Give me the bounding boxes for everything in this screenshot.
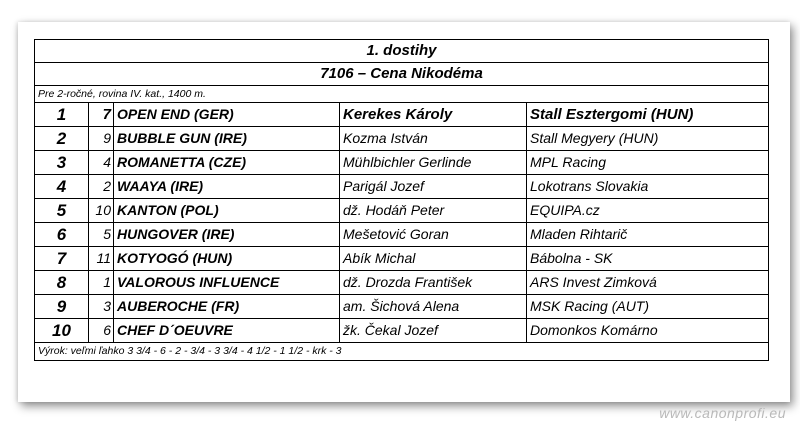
placing: 9 xyxy=(35,295,89,318)
table-row xyxy=(35,319,768,343)
owner-name: Domonkos Komárno xyxy=(530,322,658,338)
owner-name: MPL Racing xyxy=(530,154,607,170)
placing: 1 xyxy=(35,103,89,126)
owner-name: Bábolna - SK xyxy=(530,250,613,266)
jockey-name: Kerekes Károly xyxy=(340,103,527,126)
jockey-name: Abík Michal xyxy=(340,247,527,270)
owner-name: ARS Invest Zimková xyxy=(530,274,657,290)
owner-name: Stall Megyery (HUN) xyxy=(530,130,659,146)
jockey-name: am. Šichová Alena xyxy=(340,295,527,318)
jockey-name: dž. Drozda František xyxy=(340,271,527,294)
horse-name: CHEF D´OEUVRE xyxy=(114,319,340,342)
horse-name: HUNGOVER (IRE) xyxy=(114,223,340,246)
start-number: 4 xyxy=(89,151,114,174)
table-row xyxy=(35,295,768,319)
table-row xyxy=(35,151,768,175)
placing: 10 xyxy=(35,319,89,342)
table-row xyxy=(35,223,768,247)
race-title: 1. dostihy xyxy=(35,40,768,63)
placing: 5 xyxy=(35,199,89,222)
start-number: 2 xyxy=(89,175,114,198)
watermark: www.canonprofi.eu xyxy=(659,405,786,421)
horse-name: ROMANETTA (CZE) xyxy=(114,151,340,174)
horse-name: VALOROUS INFLUENCE xyxy=(114,271,340,294)
race-verdict: Výrok: veľmi ľahko 3 3/4 - 6 - 2 - 3/4 - 3 3/4 - 4 1/2 - 1 1/2 - krk - 3 xyxy=(38,345,342,357)
horse-name: WAAYA (IRE) xyxy=(114,175,340,198)
owner-name: Lokotrans Slovakia xyxy=(530,178,649,194)
horse-name: AUBEROCHE (FR) xyxy=(114,295,340,318)
placing: 8 xyxy=(35,271,89,294)
placing: 4 xyxy=(35,175,89,198)
table-row xyxy=(35,271,768,295)
placing: 3 xyxy=(35,151,89,174)
horse-name: OPEN END (GER) xyxy=(114,103,340,126)
jockey-name: dž. Hodáň Peter xyxy=(340,199,527,222)
owner-name: MSK Racing (AUT) xyxy=(530,298,650,314)
placing: 2 xyxy=(35,127,89,150)
results-rows xyxy=(35,103,768,343)
table-row xyxy=(35,199,768,223)
race-conditions: Pre 2-ročné, rovina IV. kat., 1400 m. xyxy=(35,86,768,103)
results-table xyxy=(34,39,769,361)
owner-name: Mladen Rihtarič xyxy=(530,226,628,242)
owner-name: EQUIPA.cz xyxy=(530,202,600,218)
table-row xyxy=(35,127,768,151)
jockey-name: žk. Čekal Jozef xyxy=(340,319,527,342)
jockey-name: Parigál Jozef xyxy=(340,175,527,198)
horse-name: KANTON (POL) xyxy=(114,199,340,222)
results-card xyxy=(18,22,790,402)
owner-name: Stall Esztergomi (HUN) xyxy=(530,106,694,123)
start-number: 1 xyxy=(89,271,114,294)
jockey-name: Mühlbichler Gerlinde xyxy=(340,151,527,174)
start-number: 6 xyxy=(89,319,114,342)
horse-name: KOTYOGÓ (HUN) xyxy=(114,247,340,270)
start-number: 9 xyxy=(89,127,114,150)
placing: 7 xyxy=(35,247,89,270)
jockey-name: Kozma István xyxy=(340,127,527,150)
start-number: 5 xyxy=(89,223,114,246)
placing: 6 xyxy=(35,223,89,246)
table-row xyxy=(35,175,768,199)
start-number: 7 xyxy=(89,103,114,126)
race-name: 7106 – Cena Nikodéma xyxy=(35,63,768,86)
horse-name: BUBBLE GUN (IRE) xyxy=(114,127,340,150)
table-row xyxy=(35,103,768,127)
jockey-name: Mešetović Goran xyxy=(340,223,527,246)
table-row xyxy=(35,247,768,271)
start-number: 11 xyxy=(89,247,114,270)
start-number: 10 xyxy=(89,199,114,222)
start-number: 3 xyxy=(89,295,114,318)
